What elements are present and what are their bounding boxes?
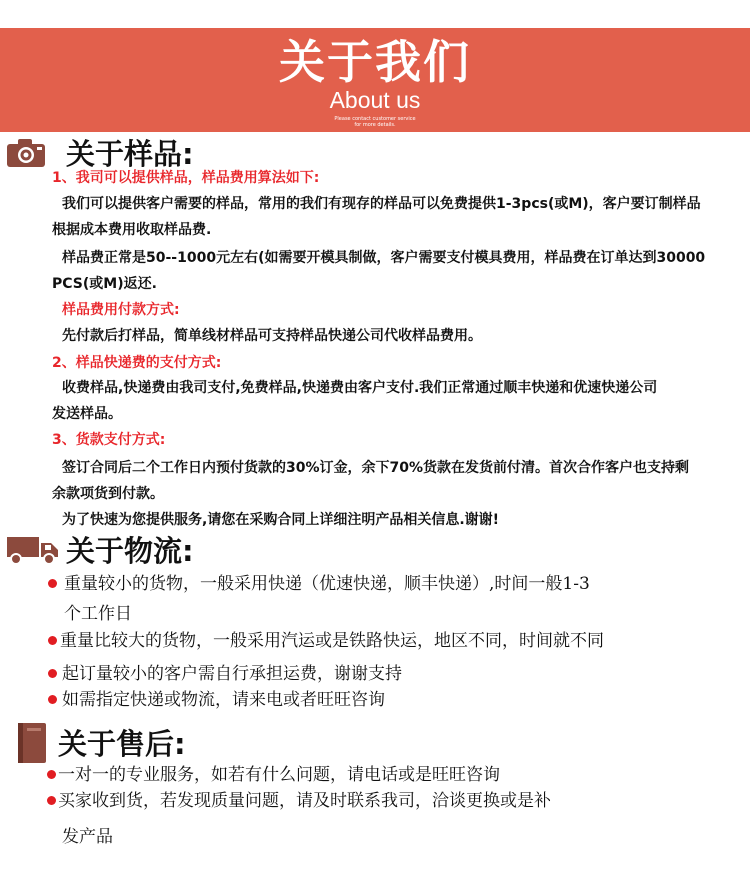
logistics-heading: 关于物流: (66, 534, 194, 568)
logistics-item1-line1: 重量较小的货物，一般采用快递（优速快递，顺丰快递）,时间一般1-3 (64, 574, 590, 594)
samples-p2-line2: PCS(或M)返还. (52, 276, 157, 292)
samples-p2-line1: 样品费正常是50--1000元左右(如需要开模具制做，客户需要支付模具费用，样品费在订单达到30000 (62, 250, 706, 266)
after-sales-heading: 关于售后: (58, 727, 186, 761)
logistics-item1-line2: 个工作日 (64, 604, 132, 624)
logistics-item3: 起订量较小的客户需自行承担运费，谢谢支持 (62, 664, 402, 684)
banner-small-text (0, 116, 750, 128)
bullet-dot-icon (48, 695, 57, 704)
bullet-dot-icon (47, 796, 56, 805)
samples-p4-line2: 余款项货到付款。 (52, 486, 164, 502)
samples-p5: 为了快速为您提供服务,请您在采购合同上详细注明产品相关信息.谢谢! (62, 512, 500, 528)
logistics-item4: 如需指定快递或物流，请来电或者旺旺咨询 (62, 690, 385, 710)
banner-title-en: About us (329, 87, 421, 113)
samples-p1-line2: 根据成本费用收取样品费. (52, 222, 212, 238)
bullet-dot-icon (48, 579, 57, 588)
book-icon (16, 722, 48, 764)
about-banner (0, 28, 750, 132)
samples-q2: 2、样品快递费的支付方式: (52, 355, 222, 371)
samples-p3-line1: 收费样品,快递费由我司支付,免费样品,快递费由客户支付.我们正常通过顺丰快递和优速快递公司 (62, 380, 658, 396)
after-sales-item1: 一对一的专业服务，如若有什么问题，请电话或是旺旺咨询 (58, 765, 500, 785)
banner-small-line-2: for more details. (354, 122, 396, 128)
bullet-dot-icon (48, 669, 57, 678)
bullet-dot-icon (47, 770, 56, 779)
samples-q1: 1、我司可以提供样品，样品费用算法如下: (52, 170, 320, 186)
samples-pay-title: 样品费用付款方式: (62, 302, 180, 318)
bullet-dot-icon (48, 636, 57, 645)
samples-p1-line1: 我们可以提供客户需要的样品，常用的我们有现存的样品可以免费提供1-3pcs(或M)，客户要订制样品 (62, 196, 701, 212)
samples-pay-text: 先付款后打样品，简单线材样品可支持样品快递公司代收样品费用。 (62, 328, 482, 344)
banner-small-line-1: Please contact customer service (334, 116, 416, 122)
truck-icon (6, 535, 60, 565)
samples-p3-line2: 发送样品。 (52, 406, 122, 422)
samples-q3: 3、货款支付方式: (52, 432, 166, 448)
samples-p4-line1: 签订合同后二个工作日内预付货款的30%订金，余下70%货款在发货前付清。首次合作客户也支持剩 (62, 460, 690, 476)
banner-title-cn: 关于我们 (279, 35, 471, 89)
samples-heading: 关于样品: (66, 137, 194, 171)
logistics-item2: 重量比较大的货物，一般采用汽运或是铁路快运，地区不同，时间就不同 (60, 631, 604, 651)
after-sales-item2-line2: 发产品 (62, 827, 113, 847)
camera-icon (6, 138, 46, 168)
after-sales-item2-line1: 买家收到货，若发现质量问题，请及时联系我司，洽谈更换或是补 (58, 791, 551, 811)
